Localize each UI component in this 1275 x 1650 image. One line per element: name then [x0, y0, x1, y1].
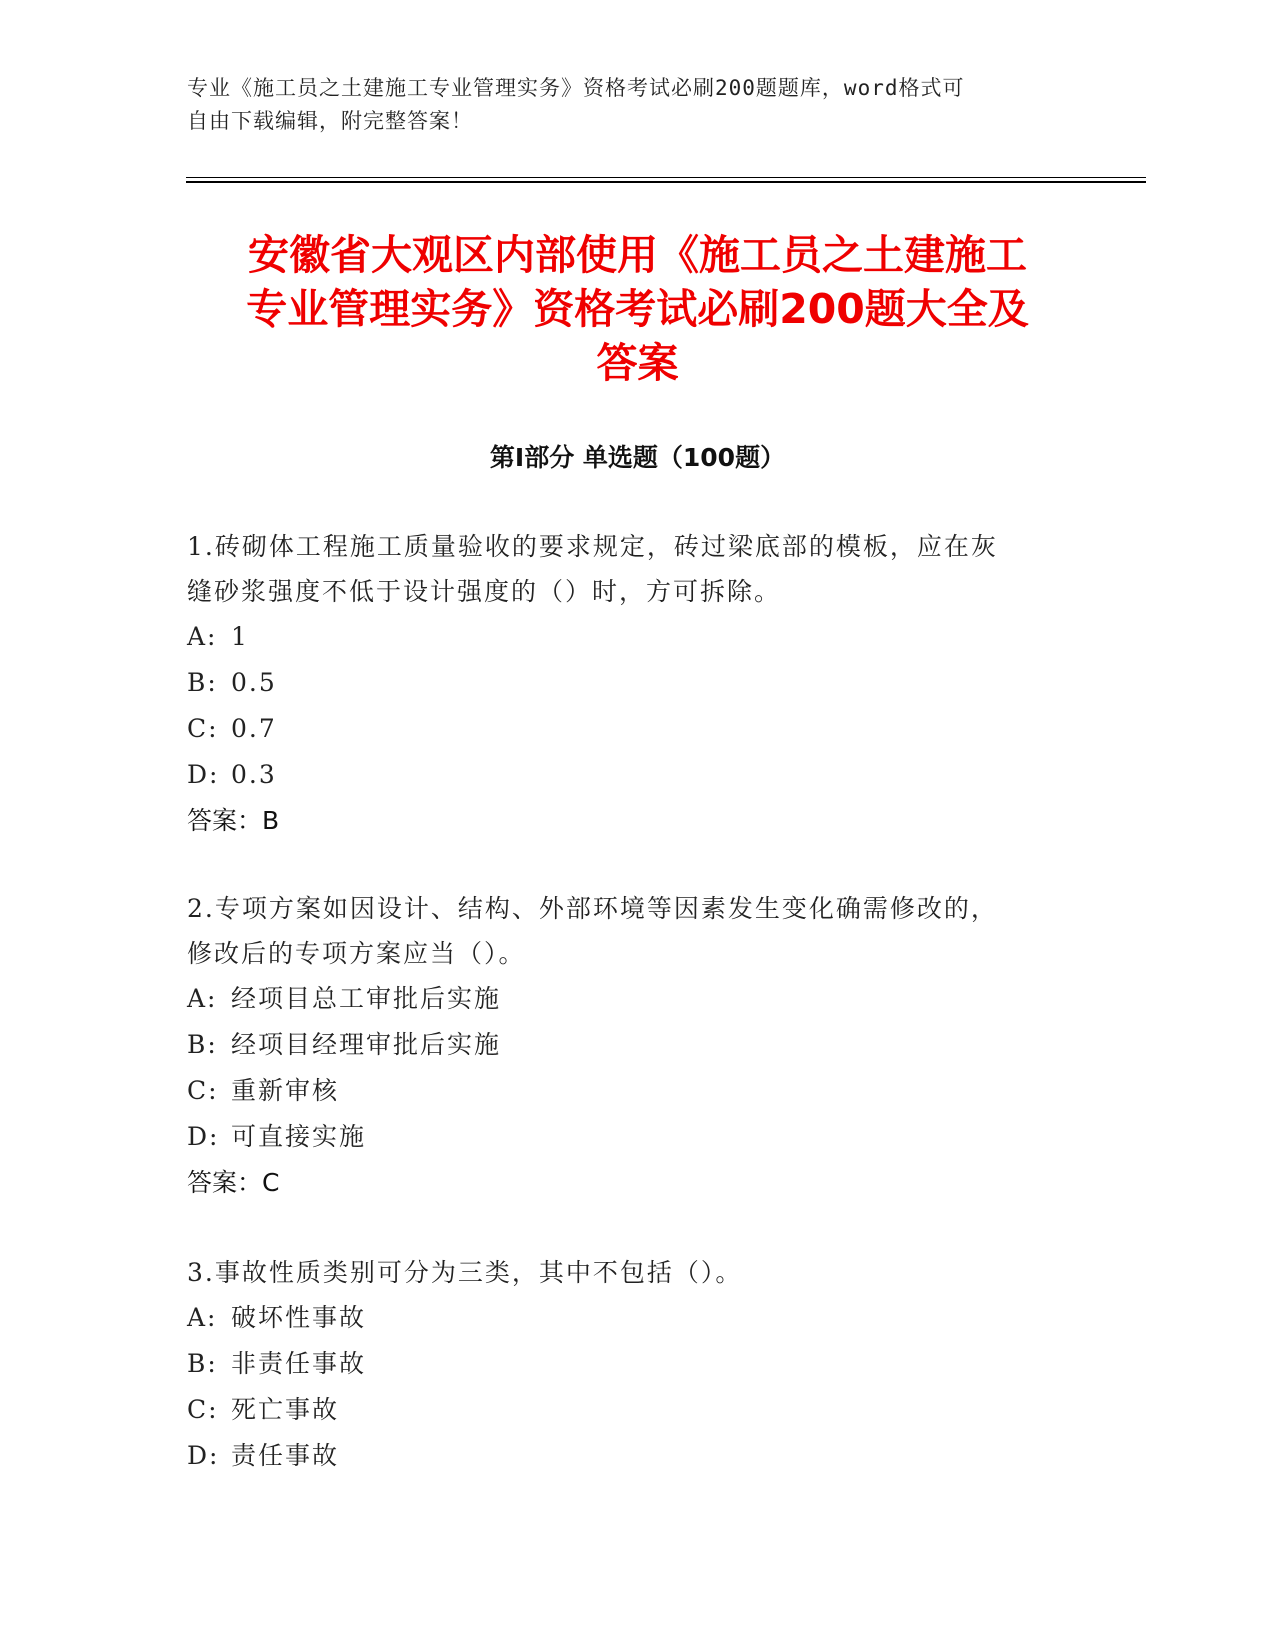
option-text: 0.7 — [231, 714, 277, 743]
option-key: D: — [187, 760, 220, 789]
header-note — [187, 72, 1067, 138]
option-text: 破坏性事故 — [231, 1303, 367, 1332]
option-key: D: — [187, 1122, 220, 1151]
header-note-line-1: 专业《施工员之土建施工专业管理实务》资格考试必刷200题题库，word格式可 — [187, 76, 965, 100]
option-c — [187, 1068, 1067, 1114]
option-key: C: — [187, 1395, 219, 1424]
option-text: 0.5 — [231, 668, 277, 697]
option-key: B: — [187, 1030, 218, 1059]
option-key: A: — [187, 984, 218, 1013]
question-1 — [187, 524, 1067, 844]
option-d — [187, 1433, 1067, 1479]
option-a — [187, 614, 1067, 660]
option-text: 经项目总工审批后实施 — [231, 984, 502, 1013]
option-a — [187, 976, 1067, 1022]
option-text: 死亡事故 — [231, 1395, 340, 1424]
option-text: 责任事故 — [231, 1441, 340, 1470]
option-key: C: — [187, 714, 219, 743]
section-title: 第Ⅰ部分 单选题（100题） — [489, 443, 786, 472]
option-a — [187, 1295, 1067, 1341]
question-stem-line-2: 修改后的专项方案应当（）。 — [187, 939, 526, 968]
answer: 答案：C — [187, 1168, 280, 1197]
document-title-line-3: 答案 — [596, 339, 679, 387]
option-text: 经项目经理审批后实施 — [231, 1030, 502, 1059]
answer: 答案：B — [187, 806, 280, 835]
question-stem-line-2: 缝砂浆强度不低于设计强度的（）时，方可拆除。 — [187, 577, 782, 606]
header-note-line-2: 自由下载编辑，附完整答案！ — [187, 109, 473, 133]
question-stem-line-1: 2.专项方案如因设计、结构、外部环境等因素发生变化确需修改的， — [187, 894, 998, 923]
option-b — [187, 1022, 1067, 1068]
document-title-line-2: 专业管理实务》资格考试必刷200题大全及 — [246, 285, 1029, 333]
header-divider-thick — [186, 181, 1146, 183]
header-divider-thin — [186, 177, 1146, 178]
option-text: 可直接实施 — [231, 1122, 367, 1151]
question-3 — [187, 1250, 1067, 1479]
option-c — [187, 1387, 1067, 1433]
question-stem-line-1: 1.砖砌体工程施工质量验收的要求规定，砖过梁底部的模板，应在灰 — [187, 532, 998, 561]
option-b — [187, 1341, 1067, 1387]
option-text: 非责任事故 — [231, 1349, 367, 1378]
option-key: C: — [187, 1076, 219, 1105]
option-d — [187, 752, 1067, 798]
document-title — [140, 228, 1135, 390]
option-c — [187, 706, 1067, 752]
option-key: A: — [187, 622, 218, 651]
question-2 — [187, 886, 1067, 1206]
option-key: D: — [187, 1441, 220, 1470]
question-stem-line-1: 3.事故性质类别可分为三类，其中不包括（）。 — [187, 1258, 743, 1287]
document-title-line-1: 安徽省大观区内部使用《施工员之土建施工 — [248, 231, 1027, 279]
option-text: 1 — [231, 622, 249, 651]
option-key: A: — [187, 1303, 218, 1332]
option-key: B: — [187, 1349, 218, 1378]
option-text: 0.3 — [231, 760, 277, 789]
option-key: B: — [187, 668, 218, 697]
option-text: 重新审核 — [231, 1076, 340, 1105]
option-b — [187, 660, 1067, 706]
option-d — [187, 1114, 1067, 1160]
